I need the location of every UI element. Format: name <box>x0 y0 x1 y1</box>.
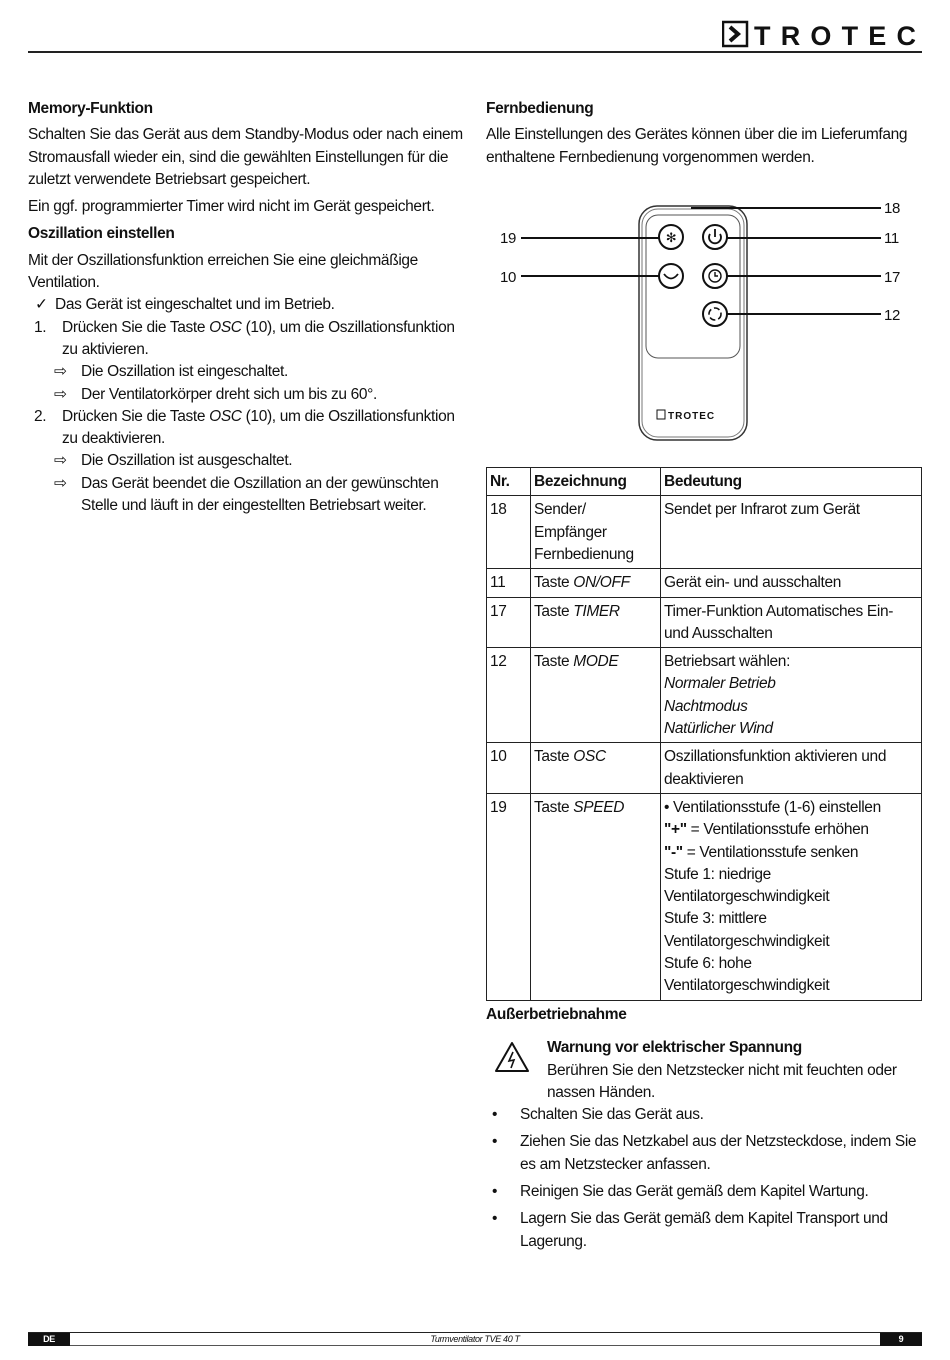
list-item-text: Schalten Sie das Gerät aus. <box>520 1106 704 1124</box>
memory-paragraph-2: Ein ggf. programmierter Timer wird nicht im Gerät gespeichert. <box>28 198 435 216</box>
step-text: Drücken Sie die Taste <box>62 407 210 425</box>
result <box>28 361 468 383</box>
result <box>28 473 453 518</box>
arrow-icon: ⇨ <box>54 385 67 403</box>
name-text: Taste <box>534 653 574 671</box>
list-item <box>486 1208 922 1253</box>
cell-meaning <box>661 793 922 1000</box>
warning-title: Warnung vor elektrischer Spannung <box>547 1039 802 1057</box>
osc-button-icon <box>659 264 683 288</box>
list-item-text: Lagern Sie das Gerät gemäß dem Kapitel Transport und Lagerung. <box>520 1210 888 1250</box>
cell-nr: 18 <box>487 496 531 569</box>
cell-meaning: Timer-Funktion Automatisches Ein- und Ausschalten <box>661 597 922 648</box>
language-label: DE <box>28 1333 70 1346</box>
page-number: 9 <box>880 1333 922 1346</box>
bullet: • <box>492 1183 498 1201</box>
list-item <box>486 1131 922 1176</box>
meaning-text: = Ventilationsstufe senken <box>682 843 859 861</box>
warning-box <box>486 1037 922 1104</box>
remote-heading: Fernbedienung <box>486 100 594 117</box>
cell-nr: 17 <box>487 597 531 648</box>
speed-level: Stufe 3: mittlere Ventilatorgeschwindigkeit <box>664 910 830 950</box>
cell-meaning: Sendet per Infrarot zum Gerät <box>661 496 922 569</box>
result-text: Die Oszillation ist ausgeschaltet. <box>81 452 293 470</box>
key-name: MODE <box>573 653 619 671</box>
key-name: OSC <box>209 318 242 336</box>
table-row <box>487 648 922 743</box>
cell-name <box>531 597 661 648</box>
name-text: Taste <box>534 748 574 766</box>
callout-10: 10 <box>500 269 516 286</box>
cell-meaning: Oszillationsfunktion aktivieren und deaktivieren <box>661 743 922 794</box>
bullet: • <box>492 1106 498 1124</box>
power-button-icon <box>703 225 727 249</box>
cell-nr: 11 <box>487 569 531 597</box>
cell-name: Sender/ Empfänger Fernbedienung <box>531 496 661 569</box>
table-row <box>487 597 922 648</box>
cell-nr: 12 <box>487 648 531 743</box>
check-icon: ✓ <box>35 296 48 314</box>
key-name: TIMER <box>573 602 620 620</box>
result <box>28 384 468 406</box>
cell-name <box>531 648 661 743</box>
mode-option: Natürlicher Wind <box>664 720 773 738</box>
decommissioning-section <box>486 1004 922 1258</box>
oscillation-heading: Oszillation einstellen <box>28 225 175 243</box>
cell-name <box>531 793 661 1000</box>
name-text: Taste <box>534 574 574 592</box>
warning-text: Berühren Sie den Netzstecker nicht mit feuchten oder nassen Händen. <box>547 1061 897 1101</box>
memory-paragraph: Schalten Sie das Gerät aus dem Standby-Modus oder nach einem Stromausfall wieder ein, sind die gewählten Einstellungen für die zuletzt verwendete Betriebsart gespeichert. <box>28 126 463 188</box>
table-row <box>487 743 922 794</box>
step-2 <box>28 406 468 451</box>
key-name: OSC <box>209 407 242 425</box>
mode-option: Nachtmodus <box>664 697 748 715</box>
memory-heading: Memory-Funktion <box>28 100 153 117</box>
left-column <box>28 98 468 517</box>
page-footer <box>28 1332 922 1346</box>
callout-17: 17 <box>884 269 900 286</box>
key-name: SPEED <box>573 798 625 816</box>
arrow-icon: ⇨ <box>54 474 67 492</box>
result-text: Der Ventilatorkörper dreht sich um bis zu 60°. <box>81 385 377 403</box>
key-name: OSC <box>573 748 606 766</box>
arrow-icon: ⇨ <box>54 363 67 381</box>
cell-name <box>531 569 661 597</box>
button-table <box>486 467 922 1001</box>
precondition-text: Das Gerät ist eingeschaltet und im Betrieb. <box>55 296 335 314</box>
speed-button-icon <box>659 225 683 249</box>
right-column <box>486 98 926 174</box>
callout-19: 19 <box>500 230 516 247</box>
remote-paragraph: Alle Einstellungen des Gerätes können über die im Lieferumfang enthaltene Fernbedienung vorgenommen werden. <box>486 126 908 166</box>
header-rule <box>28 51 922 53</box>
oscillation-paragraph: Mit der Oszillationsfunktion erreichen Sie eine gleichmäßige Ventilation. <box>28 251 418 292</box>
remote-brand: TROTEC <box>668 411 716 422</box>
column-header: Bedeutung <box>661 468 922 496</box>
step-text: (10), um die Oszillationsfunktion zu deaktivieren. <box>62 407 455 448</box>
electric-warning-icon <box>494 1041 530 1073</box>
column-header: Nr. <box>487 468 531 496</box>
list-item <box>486 1104 922 1126</box>
cell-name <box>531 743 661 794</box>
result-text: Das Gerät beendet die Oszillation an der gewünschten Stelle und läuft in der eingestellten Betriebsart weiter. <box>81 474 439 515</box>
cell-meaning <box>661 648 922 743</box>
decommissioning-heading: Außerbetriebnahme <box>486 1006 627 1023</box>
callout-18: 18 <box>884 200 900 217</box>
precondition <box>28 294 468 316</box>
result <box>28 450 468 472</box>
step-text: (10), um die Oszillationsfunktion zu aktivieren. <box>62 318 455 358</box>
svg-text:TROTEC: TROTEC <box>754 21 920 48</box>
timer-button-icon <box>703 264 727 288</box>
speed-level: Stufe 6: hohe Ventilatorgeschwindigkeit <box>664 955 830 995</box>
step-text: Drücken Sie die Taste <box>62 318 210 336</box>
meaning-text: = Ventilationsstufe erhöhen <box>686 821 869 839</box>
svg-text:✻: ✻ <box>665 230 677 245</box>
speed-level: Stufe 1: niedrige Ventilatorgeschwindigkeit <box>664 865 830 906</box>
step-number: 2. <box>34 407 47 425</box>
cell-nr: 10 <box>487 743 531 794</box>
meaning-text: • Ventilationsstufe (1-6) einstellen <box>664 798 881 816</box>
name-text: Taste <box>534 798 574 816</box>
remote-control-figure <box>486 195 922 445</box>
list-item-text: Ziehen Sie das Netzkabel aus der Netzsteckdose, indem Sie es am Netzstecker anfassen. <box>520 1133 917 1173</box>
table-row <box>487 496 922 569</box>
cell-nr: 19 <box>487 793 531 1000</box>
step-number: 1. <box>34 318 47 336</box>
list-item-text: Reinigen Sie das Gerät gemäß dem Kapitel Wartung. <box>520 1183 869 1201</box>
result-text: Die Oszillation ist eingeschaltet. <box>81 363 288 381</box>
callout-12: 12 <box>884 307 900 324</box>
meaning-text: Betriebsart wählen: <box>664 653 791 671</box>
column-header: Bezeichnung <box>531 468 661 496</box>
callout-11: 11 <box>884 230 899 247</box>
document-title: Turmventilator TVE 40 T <box>430 1334 520 1344</box>
table-row <box>487 793 922 1000</box>
step-1 <box>28 317 468 362</box>
cell-meaning: Gerät ein- und ausschalten <box>661 569 922 597</box>
mode-button-icon <box>703 302 727 326</box>
minus-symbol: "-" <box>664 843 683 861</box>
arrow-icon: ⇨ <box>54 452 67 470</box>
bullet: • <box>492 1133 498 1151</box>
mode-option: Normaler Betrieb <box>664 675 776 693</box>
table-row <box>487 569 922 597</box>
table-header-row <box>487 468 922 496</box>
key-name: ON/OFF <box>573 574 630 592</box>
plus-symbol: "+" <box>664 821 687 839</box>
bullet: • <box>492 1210 498 1228</box>
list-item <box>486 1181 922 1203</box>
trotec-logo <box>722 20 922 48</box>
name-text: Taste <box>534 602 574 620</box>
